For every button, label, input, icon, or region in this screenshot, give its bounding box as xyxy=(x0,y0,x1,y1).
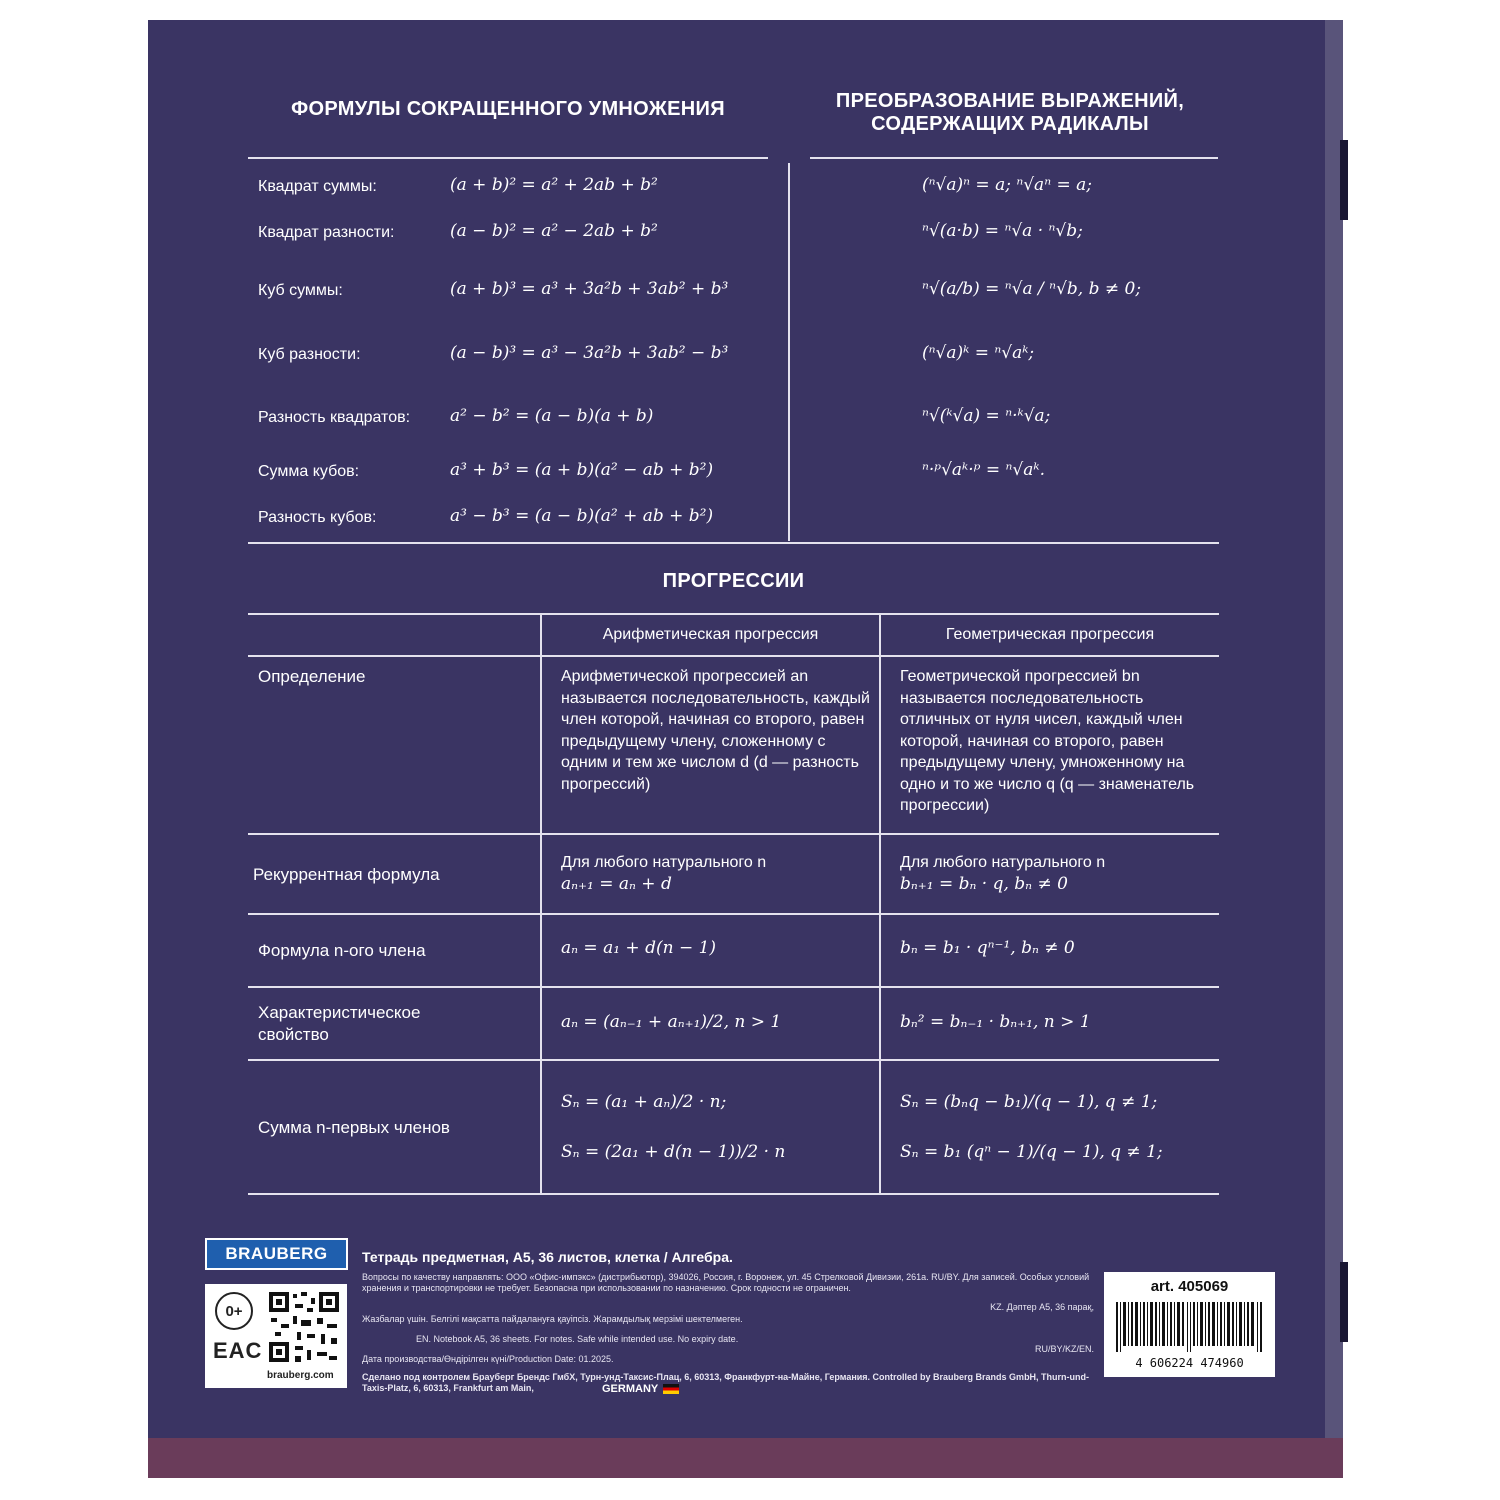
formula: (a − b)² = a² − 2ab + b² xyxy=(450,221,658,241)
formula-label: Сумма кубов: xyxy=(258,463,360,480)
arithmetic-nth-term: aₙ = a₁ + d(n − 1) xyxy=(561,938,717,958)
arithmetic-recurrent-text: Для любого натурального n xyxy=(561,854,767,871)
ru-info: Вопросы по качеству направлять: ООО «Офис-импэкс» (дистрибьютор), 394026, Россия, г. Воронеж, ул. 45 Стрелковой Дивизии, 261а. RU/BY. Для записей. Особых условий хранения и транспортировки не требует. Безопасна при использовании по назначению. Срок годности не ограничен. xyxy=(362,1272,1090,1293)
row-label: Рекуррентная формула xyxy=(253,865,440,884)
cover-tab xyxy=(1340,1262,1348,1342)
arithmetic-recurrent-formula: aₙ₊₁ = aₙ + d xyxy=(561,873,672,894)
column-header-geometric: Геометрическая прогрессия xyxy=(945,626,1155,643)
row-label: Формула n-ого члена xyxy=(258,941,426,960)
brand-logo xyxy=(205,1238,348,1270)
radicals-title-line2: СОДЕРЖАЩИХ РАДИКАЛЫ xyxy=(871,113,1149,135)
barcode-block xyxy=(1104,1272,1275,1377)
formula: a² − b² = (a − b)(a + b) xyxy=(450,406,654,426)
multiplication-title: ФОРМУЛЫ СОКРАЩЕННОГО УМНОЖЕНИЯ xyxy=(291,98,725,120)
germany-text: GERMANY xyxy=(602,1383,659,1395)
barcode xyxy=(1116,1302,1263,1352)
product-info-footer xyxy=(148,20,1343,1478)
arithmetic-sum-2: Sₙ = (2a₁ + d(n − 1))/2 · n xyxy=(561,1142,786,1162)
radicals-title-line1: ПРЕОБРАЗОВАНИЕ ВЫРАЖЕНИЙ, xyxy=(835,90,1185,112)
kz-info: Жазбалар үшін. Белгілі мақсатта пайдалануға қауіпсіз. Жарамдылық мерзімі шектелмеген. xyxy=(362,1314,743,1324)
formula-label: Куб суммы: xyxy=(258,282,343,299)
row-label: Сумма n-первых членов xyxy=(258,1118,450,1137)
website: brauberg.com xyxy=(267,1370,334,1381)
formula: (a − b)³ = a³ − 3a²b + 3ab² − b³ xyxy=(450,343,729,363)
row-label: Определение xyxy=(258,667,366,686)
formula-label: Разность квадратов: xyxy=(258,409,411,426)
brand-name: BRAUBERG xyxy=(225,1244,328,1263)
product-name: Тетрадь предметная, А5, 36 листов, клетка / Алгебра. xyxy=(362,1249,733,1265)
formula: (a + b)² = a² + 2ab + b² xyxy=(450,175,658,195)
geometric-recurrent-formula: bₙ₊₁ = bₙ · q, bₙ ≠ 0 xyxy=(900,873,1068,894)
qr-code xyxy=(267,1290,341,1364)
certification-block xyxy=(205,1284,347,1388)
radical-formula: ⁿ√(a·b) = ⁿ√a · ⁿ√b; xyxy=(922,221,1083,241)
cover-tab xyxy=(1340,140,1348,220)
column-header-arithmetic: Арифметическая прогрессия xyxy=(602,626,819,643)
germany-label xyxy=(602,1383,679,1395)
geometric-definition: Геометрической прогрессией bn называется последовательность отличных от нуля чисел, каждый член которой, начиная со второго, равен предыдущему члену, умноженному на одно и то же число q (q — знаменатель прогрессии) xyxy=(900,668,1195,814)
formula-label: Квадрат разности: xyxy=(258,224,395,241)
german-flag-icon xyxy=(663,1384,679,1394)
geometric-characteristic: bₙ² = bₙ₋₁ · bₙ₊₁, n > 1 xyxy=(900,1012,1091,1032)
geometric-sum-2: Sₙ = b₁ (qⁿ − 1)/(q − 1), q ≠ 1; xyxy=(900,1142,1163,1162)
radical-formula: ⁿ√(ᵏ√a) = ⁿ·ᵏ√a; xyxy=(922,406,1051,426)
radical-formula: (ⁿ√a)ᵏ = ⁿ√aᵏ; xyxy=(922,343,1035,363)
en-info: EN. Notebook A5, 36 sheets. For notes. Safe while intended use. No expiry date. xyxy=(416,1334,739,1344)
age-rating-badge xyxy=(215,1292,253,1330)
barcode-number: 4 606224 474960 xyxy=(1135,1356,1244,1370)
arithmetic-sum-1: Sₙ = (a₁ + aₙ)/2 · n; xyxy=(561,1092,727,1112)
age-rating: 0+ xyxy=(225,1302,243,1320)
formula-label: Куб разности: xyxy=(258,346,361,363)
formula-label: Квадрат суммы: xyxy=(258,178,377,195)
geometric-sum-1: Sₙ = (bₙq − b₁)/(q − 1), q ≠ 1; xyxy=(900,1092,1158,1112)
geometric-recurrent-text: Для любого натурального n xyxy=(900,854,1106,871)
arithmetic-definition: Арифметической прогрессией an называется последовательность, каждый член которой, начиная со второго, равен предыдущему члену, сложенному с одним и тем же числом d (d — разность прогрессий) xyxy=(561,668,870,793)
radical-formula: (ⁿ√a)ⁿ = a; ⁿ√aⁿ = a; xyxy=(922,175,1092,195)
row-label: Характеристическое свойство xyxy=(258,1003,421,1044)
formula: a³ − b³ = (a − b)(a² + ab + b²) xyxy=(450,506,714,526)
geometric-nth-term: bₙ = b₁ · qⁿ⁻¹, bₙ ≠ 0 xyxy=(900,938,1075,958)
radical-formula: ⁿ√(a/b) = ⁿ√a / ⁿ√b, b ≠ 0; xyxy=(922,279,1142,299)
article-number: art. 405069 xyxy=(1150,1278,1229,1295)
kz-label: KZ. Дәптер А5, 36 парақ, xyxy=(990,1302,1094,1312)
formula-label: Разность кубов: xyxy=(258,509,377,526)
country-codes: RU/BY/KZ/EN. xyxy=(1034,1344,1094,1354)
notebook-back-cover xyxy=(148,20,1343,1478)
formula: a³ + b³ = (a + b)(a² − ab + b²) xyxy=(450,460,714,480)
progressions-title: ПРОГРЕССИИ xyxy=(662,570,805,592)
eac-mark: EAC xyxy=(213,1338,263,1363)
arithmetic-characteristic: aₙ = (aₙ₋₁ + aₙ₊₁)/2, n > 1 xyxy=(561,1012,782,1032)
production-date: Дата производства/Өндірілген күні/Production Date: 01.2025. xyxy=(362,1354,614,1364)
made-by: Сделано под контролем Брауберг Брендс ГмбХ, Турн-унд-Таксис-Плац, 6, 60313, Франкфурт-на-Майне, Германия. Controlled by Brauberg Brands GmbH, Thurn-und-Taxis-Platz, 6, 60313, Frankfurt am Main, xyxy=(362,1372,1090,1393)
formula: (a + b)³ = a³ + 3a²b + 3ab² + b³ xyxy=(450,279,729,299)
radical-formula: ⁿ·ᵖ√aᵏ·ᵖ = ⁿ√aᵏ. xyxy=(922,460,1045,480)
